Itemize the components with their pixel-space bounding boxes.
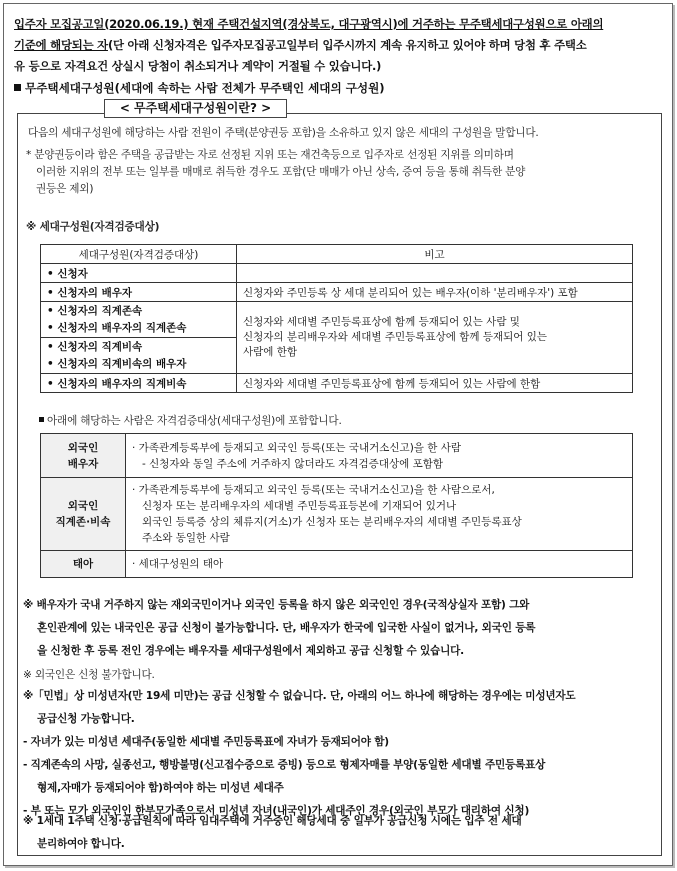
note-household-separation: ※ 1세대 1주택 신청·공급원칙에 따라 임대주택에 거주중인 해당세대 중 일부가 공급신청 시에는 입주 전 세대 분리하여야 합니다.	[23, 815, 522, 850]
table-row	[41, 302, 633, 338]
household-members-table	[40, 244, 633, 393]
table-row	[41, 478, 633, 551]
table-cell: · 가족관계등록부에 등재되고 외국인 등록(또는 국내거소신고)을 한 사람 - 신청자와 동일 주소에 거주하지 않더라도 자격검증대상에 포함함	[126, 434, 633, 478]
note-line-2: 이러한 지위의 전부 또는 일부를 매매로 취득한 경우도 포함(단 매매가 아닌 상속, 증여 등을 통해 취득한 분양	[36, 166, 526, 178]
column-header: 비고	[237, 245, 633, 264]
table1-heading: ※ 세대구성원(자격검증대상)	[26, 221, 160, 233]
intro-paragraph	[14, 14, 662, 77]
row-label: 외국인 직계존·비속	[41, 478, 126, 551]
table-header-row	[41, 245, 633, 264]
note-foreigner: ※ 외국인은 신청 불가합니다.	[23, 669, 155, 681]
table-cell: 신청자와 세대별 주민등록표상에 함께 등재되어 있는 사람에 한함	[237, 374, 633, 393]
row-label: 외국인 배우자	[41, 434, 126, 478]
square-bullet-icon	[14, 84, 21, 91]
table-cell: • 신청자의 직계비속 • 신청자의 직계비속의 배우자	[41, 338, 237, 374]
intro-line-3: 유 등으로 자격요건 상실시 당첨이 취소되거나 계약이 거절될 수 있습니다.)	[14, 59, 382, 73]
table-cell: 신청자와 주민등록 상 세대 분리되어 있는 배우자(이하 '분리배우자') 포함	[237, 283, 633, 302]
included-persons-table	[40, 433, 633, 578]
table-cell: · 세대구성원의 태아	[126, 551, 633, 578]
definition-text: 다음의 세대구성원에 해당하는 사람 전원이 주택(분양권등 포함)을 소유하고 있지 않은 세대의 구성원을 말합니다.	[28, 127, 539, 139]
intro-line-1: 입주자 모집공고일(2020.06.19.) 현재 주택건설지역(경상북도, 대구광역시)에 거주하는 무주택세대구성원으로 아래의	[14, 17, 604, 31]
table-cell: • 신청자의 배우자의 직계비속	[41, 374, 237, 393]
intro-line-2: 기준에 해당되는 자(단 아래 신청자격은 입주자모집공고일부터 입주시까지 계속 유지하고 있어야 하며 당첨 후 주택소	[14, 38, 587, 52]
table-row	[41, 374, 633, 393]
definition-box-title: < 무주택세대구성원이란? >	[104, 99, 287, 118]
section-heading: 무주택세대구성원(세대에 속하는 사람 전체가 무주택인 세대의 구성원)	[14, 81, 385, 95]
table2-heading: 아래에 해당하는 사람은 자격검증대상(세대구성원)에 포함합니다.	[39, 413, 342, 430]
table-cell: 신청자와 세대별 주민등록표상에 함께 등재되어 있는 사람 및 신청자의 분리배우자와 세대별 주민등록표상에 함께 등재되어 있는 사람에 한함	[237, 302, 633, 374]
table-row	[41, 434, 633, 478]
table-cell: · 가족관계등록부에 등재되고 외국인 등록(또는 국내거소신고)을 한 사람으로서, 신청자 또는 분리배우자의 세대별 주민등록표등본에 기재되어 있거나 외국인 등록증 상의 체류지(거소)가 신청자 또는 분리배우자의 세대별 주민등록표상 주소와 동일한 사람	[126, 478, 633, 551]
table-cell: • 신청자	[41, 264, 237, 283]
column-header: 세대구성원(자격검증대상)	[41, 245, 237, 264]
note-minor: ※「민법」상 미성년자(만 19세 미만)는 공급 신청할 수 없습니다. 단, 아래의 어느 하나에 해당하는 경우에는 미성년자도 공급신청 가능합니다.	[23, 690, 576, 725]
table-row	[41, 264, 633, 283]
note-line-3: 권등은 제외)	[36, 183, 94, 195]
table-cell: • 신청자의 배우자	[41, 283, 237, 302]
table-row	[41, 551, 633, 578]
note-foreign-spouse: ※ 배우자가 국내 거주하지 않는 재외국민이거나 외국인 등록을 하지 않은 외국인인 경우(국적상실자 포함) 그와 혼인관계에 있는 내국인은 공급 신청이 불가능합니다. 단, 배우자가 한국에 입국한 사실이 없거나, 외국인 등록 을 신청한 후 등록 전인 경우에는 배우자를 세대구성원에서 제외하고 공급 신청할 수 있습니다.	[23, 599, 536, 657]
table-row	[41, 283, 633, 302]
table-cell	[237, 264, 633, 283]
note-minor-cases: - 자녀가 있는 미성년 세대주(동일한 세대별 주민등록표에 자녀가 등재되어야 함) - 직계존속의 사망, 실종선고, 행방불명(신고접수증으로 증빙) 등으로 형제자매를 부양(동일한 세대별 주민등록표상 형제,자매가 등재되어야 함)하여야 하는 미성년 세대주 - 부 또는 모가 외국인인 한부모가족으로서 미성년 자녀(내국인)가 세대주인 경우(외국인 부모가 대리하여 신청)	[23, 736, 546, 817]
table-cell: • 신청자의 직계존속 • 신청자의 배우자의 직계존속	[41, 302, 237, 338]
square-bullet-icon	[39, 417, 44, 422]
note-line-1: * 분양권등이라 함은 주택을 공급받는 자로 선정된 지위 또는 재건축등으로 입주자로 선정된 지위를 의미하며	[26, 149, 514, 161]
row-label: 태아	[41, 551, 126, 578]
